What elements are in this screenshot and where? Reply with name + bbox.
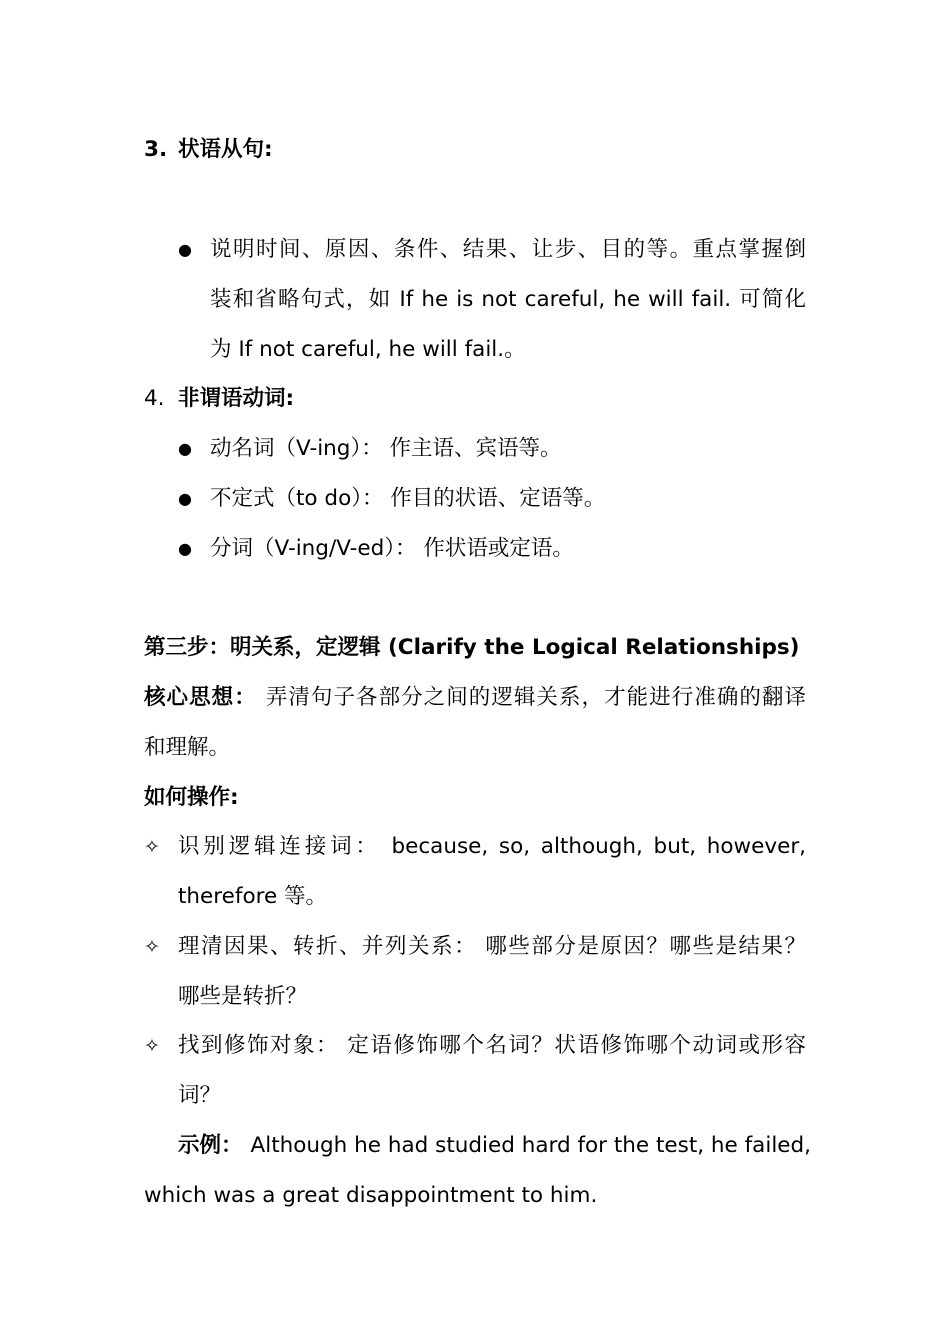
section-4-item: 分词（V-ing/V-ed）： 作状语或定语。 <box>210 536 574 561</box>
point-2-line-2: 哪些是转折？ <box>178 984 308 1009</box>
section-3-heading <box>144 125 806 175</box>
point-1-line-2: therefore 等。 <box>178 884 328 909</box>
core-idea-line-1 <box>144 673 806 723</box>
point-2-line-1: 理清因果、转折、并列关系： 哪些部分是原因？哪些是结果？ <box>178 934 806 959</box>
section-3-number: 3. <box>144 137 168 162</box>
diamond-bullet-icon: ✧ <box>144 1035 160 1057</box>
bullet-icon: ● <box>178 439 192 458</box>
bullet-icon: ● <box>178 240 192 259</box>
diamond-bullet-icon: ✧ <box>144 936 160 958</box>
diamond-bullet-icon: ✧ <box>144 836 160 858</box>
bullet-icon: ● <box>178 539 192 558</box>
example-line-2: which was a great disappointment to him. <box>144 1183 598 1208</box>
step-3-heading: 第三步：明关系，定逻辑 (Clarify the Logical Relationships) <box>144 635 800 660</box>
section-3-title: 状语从句: <box>178 137 273 162</box>
section-3-text-line-3: 为 If not careful, he will fail.。 <box>210 337 526 362</box>
core-idea-text: 弄清句子各部分之间的逻辑关系，才能进行准确的翻译 <box>264 685 806 710</box>
bullet-icon: ● <box>178 489 192 508</box>
point-3-line-1: 找到修饰对象： 定语修饰哪个名词？状语修饰哪个动词或形容 <box>178 1033 806 1058</box>
section-3-text-line-1: 说明时间、原因、条件、结果、让步、目的等。重点掌握倒 <box>210 237 806 262</box>
section-4-title: 非谓语动词: <box>178 386 295 411</box>
section-4-item: 动名词（V-ing）： 作主语、宾语等。 <box>210 436 562 461</box>
core-idea-line-2: 和理解。 <box>144 735 231 760</box>
section-4-heading <box>144 374 806 424</box>
section-3-text-line-2: 装和省略句式，如 If he is not careful, he will fail. 可简化 <box>210 287 806 312</box>
how-to-heading: 如何操作: <box>144 785 239 810</box>
point-3-line-2: 词？ <box>178 1083 222 1108</box>
example-line-1 <box>178 1121 812 1171</box>
point-1-line-1: 识别逻辑连接词： because, so, although, but, however, <box>178 834 806 859</box>
example-text: Although he had studied hard for the test, he failed, <box>250 1133 812 1158</box>
section-4-number: 4. <box>144 386 165 411</box>
core-idea-label: 核心思想： <box>144 685 257 710</box>
example-label: 示例： <box>178 1133 243 1158</box>
section-4-item: 不定式（to do）： 作目的状语、定语等。 <box>210 486 606 511</box>
